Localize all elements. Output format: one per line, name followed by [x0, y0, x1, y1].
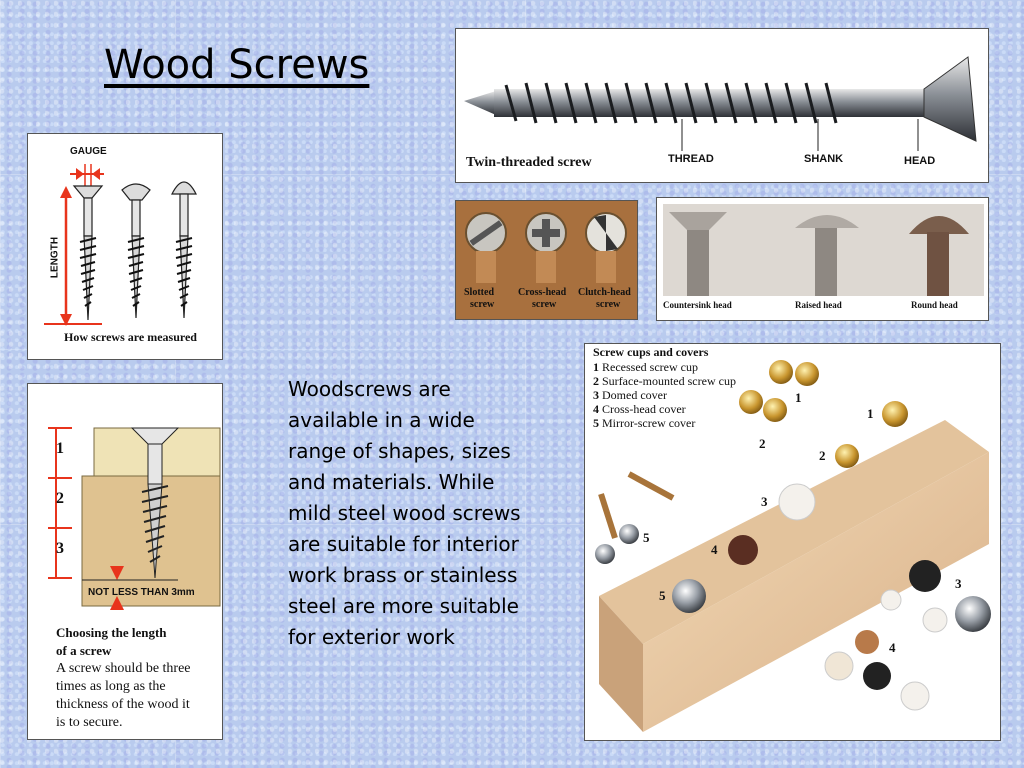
marker-4-right: 4 — [889, 640, 896, 655]
thread-label: THREAD — [668, 153, 714, 165]
not-less-than-label: NOT LESS THAN 3mm — [88, 587, 195, 598]
length-body-line3: thickness of the wood it — [56, 697, 190, 712]
drive-slotted-line2: screw — [470, 299, 495, 310]
length-body-line1: A screw should be three — [56, 661, 191, 676]
marker-5-block: 5 — [659, 588, 666, 603]
cups-item-1-text: Recessed screw cup — [602, 360, 698, 374]
length-number-3: 3 — [56, 540, 64, 557]
measure-figure — [27, 133, 223, 360]
page-title: Wood Screws — [104, 42, 370, 88]
drive-clutchhead-line1: Clutch-head — [578, 287, 631, 298]
cups-item-3 — [593, 388, 667, 403]
length-body-line4: is to secure. — [56, 715, 123, 730]
length-label: LENGTH — [49, 236, 61, 279]
drive-clutchhead-line2: screw — [596, 299, 621, 310]
cups-item-1 — [593, 360, 698, 375]
cups-item-2-num: 2 — [593, 374, 599, 388]
cups-item-1-num: 1 — [593, 360, 599, 374]
cups-item-5-num: 5 — [593, 416, 599, 430]
marker-4-block: 4 — [711, 542, 718, 557]
cups-item-4-num: 4 — [593, 402, 599, 416]
drive-crosshead-line1: Cross-head — [518, 287, 567, 298]
marker-5-left: 5 — [643, 530, 650, 545]
length-heading-line2: of a screw — [56, 643, 112, 658]
measure-caption: How screws are measured — [64, 330, 197, 344]
head-raised-label: Raised head — [795, 300, 842, 310]
head-label: HEAD — [904, 155, 936, 167]
length-figure — [27, 383, 223, 740]
twin-thread-figure — [455, 28, 989, 183]
length-heading-line1: Choosing the length — [56, 625, 167, 640]
gauge-label: GAUGE — [70, 146, 107, 157]
cups-item-4-text: Cross-head cover — [602, 402, 686, 416]
head-countersink-label: Countersink head — [663, 300, 732, 310]
marker-2-top: 2 — [759, 436, 766, 451]
cups-item-3-num: 3 — [593, 388, 599, 402]
body-paragraph: Woodscrews are available in a wide range of shapes, sizes and materials. While mild steel wood screws are suitable for interior work brass or stainless steel are more suitable for exterior work — [288, 377, 521, 649]
cups-item-4 — [593, 402, 686, 417]
drive-crosshead-line2: screw — [532, 299, 557, 310]
cups-item-3-text: Domed cover — [602, 388, 667, 402]
length-body-line2: times as long as the — [56, 679, 166, 694]
cups-item-2-text: Surface-mounted screw cup — [602, 374, 736, 388]
shank-label: SHANK — [804, 153, 844, 165]
cups-item-5 — [593, 416, 695, 431]
screw-cups-figure — [584, 343, 1001, 741]
marker-3-block: 3 — [761, 494, 768, 509]
marker-1-block: 1 — [867, 406, 874, 421]
length-number-2: 2 — [56, 490, 64, 507]
drive-slotted-line1: Slotted — [464, 287, 494, 298]
marker-2-block: 2 — [819, 448, 826, 463]
marker-1-top: 1 — [795, 390, 802, 405]
cups-item-5-text: Mirror-screw cover — [602, 416, 696, 430]
cups-item-2 — [593, 374, 736, 389]
length-number-1: 1 — [56, 440, 64, 457]
head-types-figure — [656, 197, 989, 321]
cups-heading: Screw cups and covers — [593, 345, 709, 359]
drive-types-figure — [455, 200, 638, 320]
marker-3-right: 3 — [955, 576, 962, 591]
twin-thread-caption: Twin-threaded screw — [466, 155, 592, 170]
head-round-label: Round head — [911, 300, 958, 310]
